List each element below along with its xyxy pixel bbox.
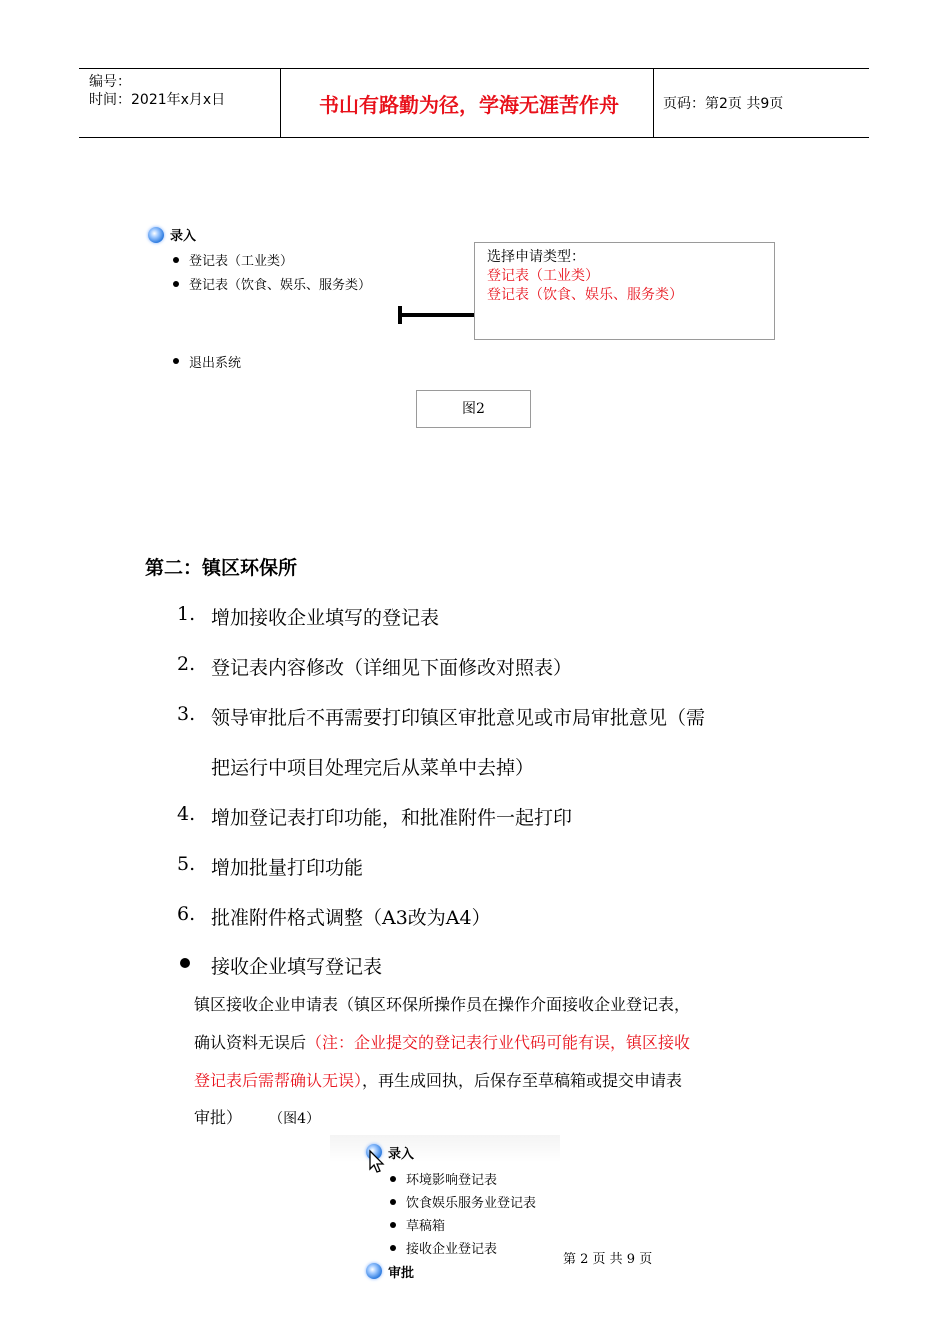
bullet-icon <box>390 1176 396 1182</box>
list-number: 2. <box>177 653 196 675</box>
bullet-icon <box>173 257 179 263</box>
header-page-info: 页码：第2页 共9页 <box>663 96 784 112</box>
paragraph-note: （注：企业提交的登记表行业代码可能有误，镇区接收 <box>306 1033 691 1052</box>
menu-item-exit[interactable]: 退出系统 <box>189 356 242 371</box>
paragraph-text: ，再生成回执，后保存至草稿箱或提交申请表 <box>362 1071 683 1090</box>
menu-title[interactable]: 录入 <box>170 229 197 244</box>
cursor-arrow-icon <box>369 1150 385 1174</box>
header-motto: 书山有路勤为径，学海无涯苦作舟 <box>319 93 619 117</box>
paragraph-text: 审批） <box>194 1108 243 1127</box>
callout-box <box>474 242 775 340</box>
arrow-line <box>402 313 474 317</box>
paragraph-line <box>194 1105 320 1128</box>
paragraph-note: 登记表后需帮确认无误） <box>194 1071 363 1090</box>
menu-orb-icon <box>148 227 164 243</box>
menu-item-drafts[interactable]: 草稿箱 <box>406 1219 446 1234</box>
list-text: 把运行中项目处理完后从菜单中去掉） <box>211 757 535 779</box>
paragraph-line <box>194 1068 682 1091</box>
menu-item-industrial[interactable]: 登记表（工业类） <box>189 254 294 269</box>
header-divider <box>280 69 281 137</box>
paragraph-text: 确认资料无误后 <box>194 1033 307 1052</box>
list-number: 4. <box>177 803 196 825</box>
menu-item-service[interactable]: 登记表（饮食、娱乐、服务类） <box>189 278 372 293</box>
list-number: 6. <box>177 903 196 925</box>
list-number: 5. <box>177 853 196 875</box>
menu-title-partial[interactable]: 审批 <box>388 1266 415 1281</box>
bullet-icon <box>173 358 179 364</box>
list-text: 登记表内容修改（详细见下面修改对照表） <box>211 657 573 679</box>
figure-caption: 图2 <box>416 390 531 428</box>
bullet-text: 接收企业填写登记表 <box>211 956 383 978</box>
callout-option: 登记表（饮食、娱乐、服务类） <box>487 287 683 303</box>
number-label: 编号： <box>89 74 131 90</box>
page-footer: 第 2 页 共 9 页 <box>563 1252 653 1267</box>
bullet-icon <box>390 1222 396 1228</box>
list-number: 3. <box>177 703 196 725</box>
bullet-icon <box>390 1245 396 1251</box>
menu-orb-icon <box>366 1263 382 1279</box>
menu-item-receive[interactable]: 接收企业登记表 <box>406 1242 498 1257</box>
menu-item-env-impact[interactable]: 环境影响登记表 <box>406 1173 498 1188</box>
bullet-icon <box>180 958 190 968</box>
list-text: 批准附件格式调整（A3改为A4） <box>211 907 491 929</box>
bullet-icon <box>390 1199 396 1205</box>
list-text: 领导审批后不再需要打印镇区审批意见或市局审批意见（需 <box>211 707 706 729</box>
page-header <box>79 68 869 138</box>
list-number: 1. <box>177 603 196 625</box>
bullet-icon <box>173 281 179 287</box>
menu-title[interactable]: 录入 <box>388 1147 415 1162</box>
menu-item-service[interactable]: 饮食娱乐服务业登记表 <box>406 1196 537 1211</box>
figure-4 <box>330 1135 560 1281</box>
callout-title: 选择申请类型： <box>487 249 585 265</box>
figure-reference: （图4） <box>269 1111 321 1127</box>
list-text: 增加登记表打印功能，和批准附件一起打印 <box>211 807 573 829</box>
list-text: 增加接收企业填写的登记表 <box>211 607 440 629</box>
paragraph-line <box>194 1030 690 1053</box>
time-label: 时间：2021年x月x日 <box>89 92 226 108</box>
paragraph-line: 镇区接收企业申请表（镇区环保所操作员在操作介面接收企业登记表， <box>194 995 691 1014</box>
list-text: 增加批量打印功能 <box>211 857 364 879</box>
callout-option: 登记表（工业类） <box>487 268 599 284</box>
header-meta <box>89 73 225 109</box>
section-title: 第二：镇区环保所 <box>145 557 298 579</box>
